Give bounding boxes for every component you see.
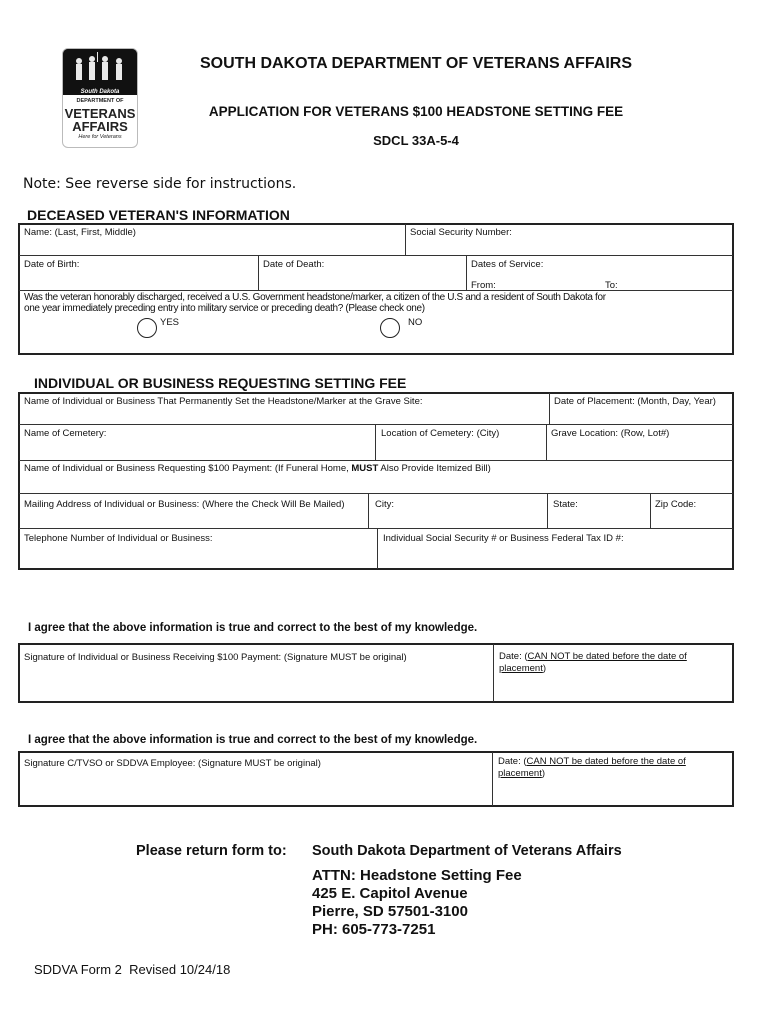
service-to-field[interactable]: To:	[605, 280, 618, 291]
grave-location-field[interactable]: Grave Location: (Row, Lot#)	[551, 428, 670, 439]
return-city: Pierre, SD 57501-3100	[312, 903, 468, 920]
return-phone: PH: 605-773-7251	[312, 921, 436, 938]
zip-code-field[interactable]: Zip Code:	[655, 499, 697, 510]
certification-statement: I agree that the above information is true and correct to the best of my knowledge.	[28, 622, 478, 634]
telephone-field[interactable]: Telephone Number of Individual or Business:	[24, 533, 213, 544]
state-field[interactable]: State:	[553, 499, 578, 510]
logo-tagline: Here for Veterans	[78, 134, 122, 140]
date-label-underlined: placement	[498, 768, 542, 779]
date-label-underlined: CAN NOT be dated before the date of	[527, 651, 687, 662]
service-from-field[interactable]: From:	[471, 280, 496, 291]
divider	[492, 752, 493, 806]
requester-section-heading: INDIVIDUAL OR BUSINESS REQUESTING SETTING FEE	[34, 375, 407, 391]
eligibility-question-line1: Was the veteran honorably discharged, received a U.S. Government headstone/marker, a citizen of the U.S and a resident of South Dakota for	[24, 292, 606, 303]
recipient-signature-field[interactable]: Signature of Individual or Business Receiving $100 Payment: (Signature MUST be original)	[24, 652, 407, 663]
cemetery-name-field[interactable]: Name of Cemetery:	[24, 428, 107, 439]
date-label-part: Date: (	[499, 651, 528, 662]
date-label-underlined: CAN NOT be dated before the date of	[526, 756, 686, 767]
payee-label-must: MUST	[351, 463, 379, 474]
agency-title: SOUTH DAKOTA DEPARTMENT OF VETERANS AFFAIRS	[200, 55, 632, 72]
date-of-birth-field[interactable]: Date of Birth:	[24, 259, 80, 270]
divider	[19, 493, 733, 494]
placer-name-field[interactable]: Name of Individual or Business That Permanently Set the Headstone/Marker at the Grave Site:	[24, 396, 423, 407]
city-field[interactable]: City:	[375, 499, 394, 510]
logo-department: DEPARTMENT OF	[76, 98, 124, 104]
divider	[546, 425, 547, 460]
statute-reference: SDCL 33A-5-4	[373, 133, 459, 148]
divider	[375, 425, 376, 460]
divider	[549, 393, 550, 424]
instructions-note: Note: See reverse side for instructions.	[23, 176, 297, 192]
yes-label: YES	[160, 317, 180, 328]
recipient-date-field[interactable]	[499, 651, 687, 675]
divider	[368, 494, 369, 528]
divider	[19, 424, 733, 425]
date-label-part: )	[542, 663, 547, 674]
divider	[377, 529, 378, 569]
tax-id-field[interactable]: Individual Social Security # or Business Federal Tax ID #:	[383, 533, 624, 544]
divider	[258, 256, 259, 290]
payee-label-part: Name of Individual or Business Requesting $100 Payment: (If Funeral Home,	[24, 463, 352, 474]
veteran-ssn-field[interactable]: Social Security Number:	[410, 227, 512, 238]
payee-label-part: Also Provide Itemized Bill)	[378, 463, 491, 474]
return-street: 425 E. Capitol Avenue	[312, 885, 468, 902]
divider	[19, 460, 733, 461]
date-label-part: )	[541, 768, 546, 779]
logo-affairs: AFFAIRS	[72, 119, 128, 134]
placement-date-field[interactable]: Date of Placement: (Month, Day, Year)	[554, 396, 716, 407]
no-radio[interactable]	[380, 318, 400, 338]
deceased-section-heading: DECEASED VETERAN'S INFORMATION	[27, 207, 290, 223]
divider	[405, 224, 406, 255]
form-title: APPLICATION FOR VETERANS $100 HEADSTONE SETTING FEE	[208, 104, 624, 119]
no-label: NO	[408, 317, 423, 328]
return-label: Please return form to:	[136, 843, 287, 859]
cemetery-location-field[interactable]: Location of Cemetery: (City)	[381, 428, 500, 439]
divider	[19, 290, 733, 291]
payee-name-field[interactable]	[24, 463, 491, 474]
date-of-death-field[interactable]: Date of Death:	[263, 259, 325, 270]
divider	[466, 256, 467, 290]
logo-state: South Dakota	[80, 89, 120, 95]
divider	[19, 528, 733, 529]
date-label-underlined: placement	[499, 663, 543, 674]
veteran-name-field[interactable]: Name: (Last, First, Middle)	[24, 227, 136, 238]
form-revision: SDDVA Form 2 Revised 10/24/18	[34, 962, 231, 977]
eligibility-question-line2: one year immediately preceding entry into military service or preceding death? (Please check one)	[24, 303, 425, 314]
mailing-address-field[interactable]: Mailing Address of Individual or Business: (Where the Check Will Be Mailed)	[24, 499, 345, 510]
yes-radio[interactable]	[137, 318, 157, 338]
return-agency: South Dakota Department of Veterans Affairs	[312, 843, 622, 859]
dates-of-service-label: Dates of Service:	[471, 259, 544, 270]
divider	[493, 644, 494, 702]
divider	[650, 494, 651, 528]
cvso-signature-field[interactable]: Signature C/TVSO or SDDVA Employee: (Signature MUST be original)	[24, 758, 321, 769]
return-attn: ATTN: Headstone Setting Fee	[312, 867, 522, 884]
divider	[547, 494, 548, 528]
divider	[19, 255, 733, 256]
date-label-part: Date: (	[498, 756, 527, 767]
logo-veterans: VETERANS	[64, 106, 136, 121]
certification-statement-2: I agree that the above information is true and correct to the best of my knowledge.	[28, 734, 478, 746]
deceased-info-box	[18, 223, 734, 355]
cvso-date-field[interactable]	[498, 756, 686, 780]
